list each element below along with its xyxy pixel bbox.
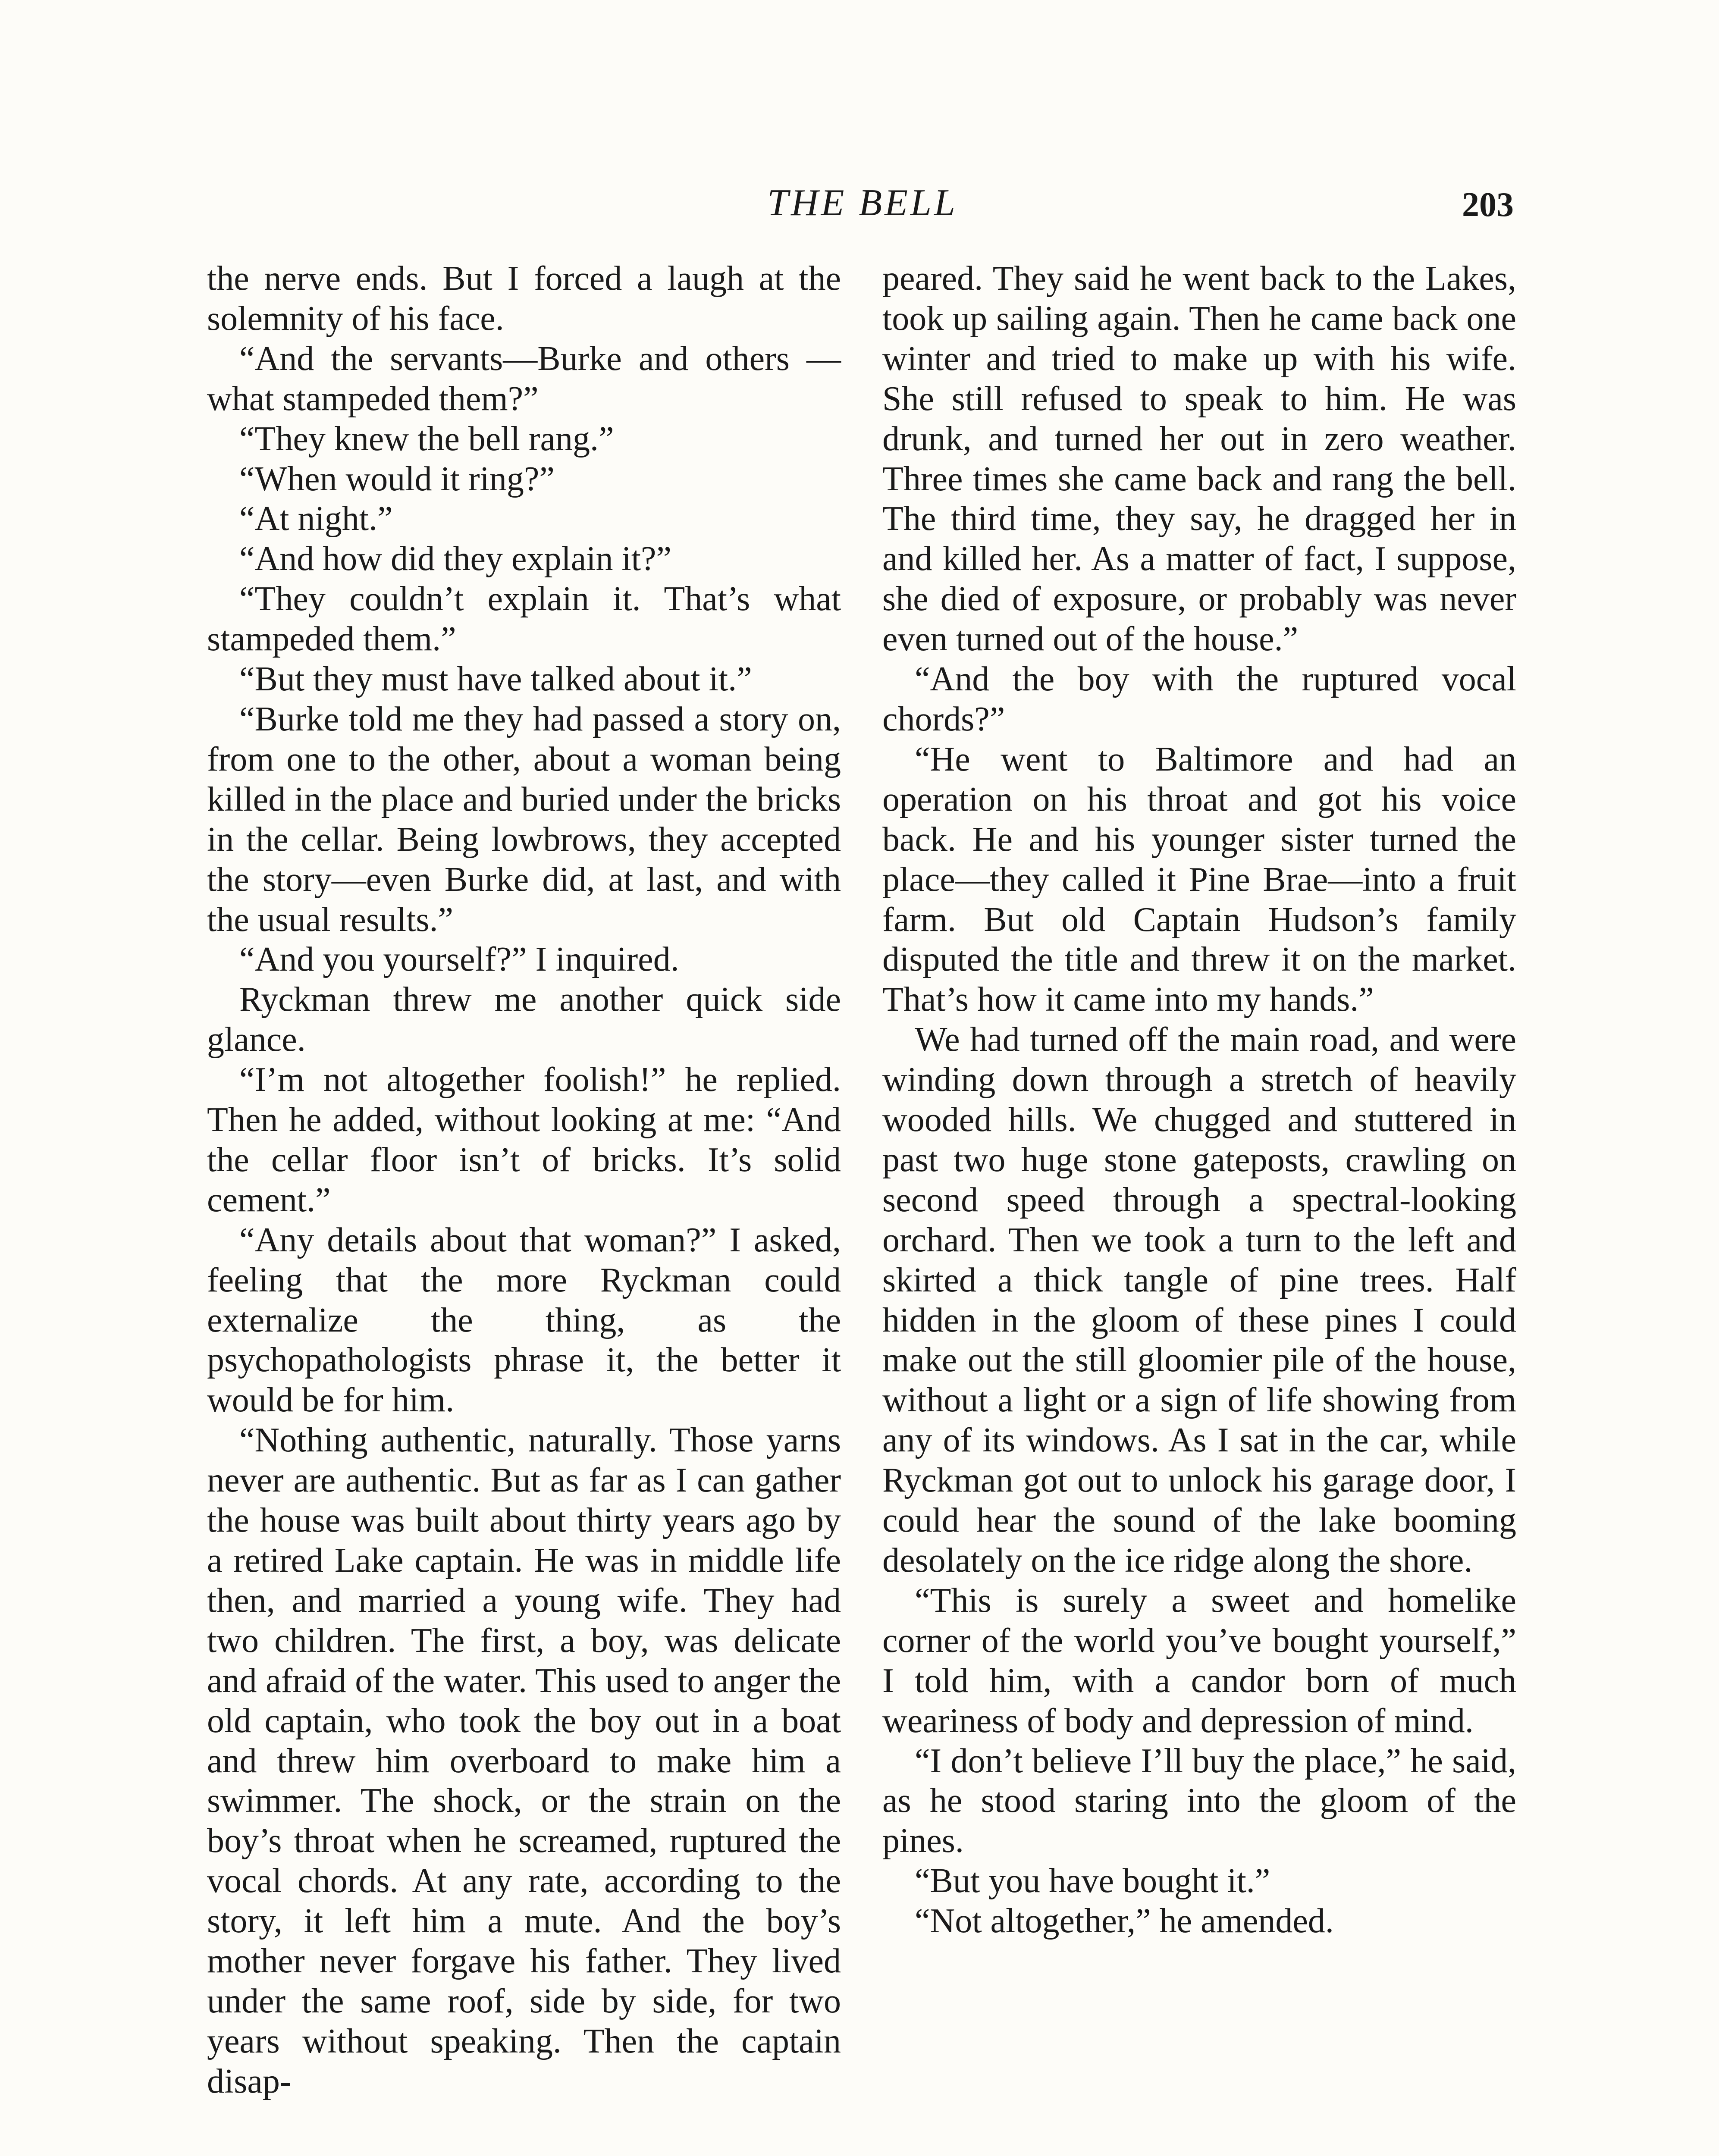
paragraph: “When would it ring?” bbox=[239, 460, 555, 498]
paragraph: “Nothing authentic, naturally. Those yarns never are authentic. But as far as I can gather the house was built about thirty years ago by a retired Lake captain. He was in middle life then, and married a young wife. They had two children. The first, a boy, was delicate and afraid of the water. This used to anger the old captain, who took the boy out in a boat and threw him overboard to make him a swimmer. The shock, or the strain on the boy’s throat when he screamed, ruptured the vocal chords. At any rate, according to the story, it left him a mute. And the boy’s mother never forgave his father. They lived under the same roof, side by side, for two years without speaking. Then the captain disap- bbox=[207, 1421, 841, 2100]
paragraph: We had turned off the main road, and were winding down through a stretch of heavily wooded hills. We chugged and stuttered in past two huge stone gateposts, crawling on second speed through a spectral-looking orchard. Then we took a turn to the left and skirted a thick tangle of pine trees. Half hidden in the gloom of these pines I could make out the still gloomier pile of the house, without a light or a sign of life showing from any of its windows. As I sat in the car, while Ryckman got out to unlock his garage door, I could hear the sound of the lake booming desolately on the ice ridge along the shore. bbox=[882, 1021, 1516, 1579]
paragraph: “They knew the bell rang.” bbox=[239, 420, 614, 458]
paragraph: “Burke told me they had passed a story on, from one to the other, about a woman being killed in the place and buried under the bricks in the cellar. Being lowbrows, they accepted the story—even Burke did, at last, and with the usual results.” bbox=[207, 700, 841, 939]
paragraph: “And the boy with the ruptured vocal chords?” bbox=[882, 660, 1516, 738]
paragraph: peared. They said he went back to the Lakes, took up sailing again. Then he came back one winter and tried to make up with his wife. She still refused to speak to him. He was drunk, and turned her out in zero weather. Three times she came back and rang the bell. The third time, they say, he dragged her in and killed her. As a matter of fact, I suppose, she died of exposure, or probably was never even turned out of the house.” bbox=[882, 260, 1516, 658]
paragraph: “And how did they explain it?” bbox=[239, 540, 671, 578]
text-column-right bbox=[882, 259, 1516, 1941]
paragraph: “I don’t believe I’ll buy the place,” he said, as he stood staring into the gloom of the pines. bbox=[882, 1742, 1516, 1860]
paragraph: the nerve ends. But I forced a laugh at the solemnity of his face. bbox=[207, 260, 841, 338]
text-column-left bbox=[207, 259, 841, 2102]
paragraph: “He went to Baltimore and had an operation on his throat and got his voice back. He and his younger sister turned the place—they called it Pine Brae—into a fruit farm. But old Captain Hudson’s family disputed the title and threw it on the market. That’s how it came into my hands.” bbox=[882, 740, 1516, 1019]
paragraph: Ryckman threw me another quick side glance. bbox=[207, 981, 841, 1059]
paragraph: “At night.” bbox=[239, 500, 393, 538]
running-title: THE BELL bbox=[767, 182, 958, 224]
paragraph: “But you have bought it.” bbox=[915, 1862, 1270, 1900]
page-number: 203 bbox=[1462, 186, 1514, 224]
paragraph: “And the servants—Burke and others —what stampeded them?” bbox=[207, 339, 841, 418]
paragraph: “And you yourself?” I inquired. bbox=[239, 940, 679, 979]
paragraph: “Not altogether,” he amended. bbox=[915, 1902, 1334, 1940]
paragraph: “They couldn’t explain it. That’s what stampeded them.” bbox=[207, 580, 841, 658]
paragraph: “Any details about that woman?” I asked, feeling that the more Ryckman could externalize the thing, as the psychopathologists phrase it, the better it would be for him. bbox=[207, 1221, 841, 1420]
paragraph: “But they must have talked about it.” bbox=[239, 660, 752, 699]
paragraph: “I’m not altogether foolish!” he replied. Then he added, without looking at me: “And the cellar floor isn’t of bricks. It’s solid cement.” bbox=[207, 1061, 841, 1219]
paragraph: “This is surely a sweet and homelike corner of the world you’ve bought yourself,” I told him, with a candor born of much weariness of body and depression of mind. bbox=[882, 1581, 1516, 1740]
